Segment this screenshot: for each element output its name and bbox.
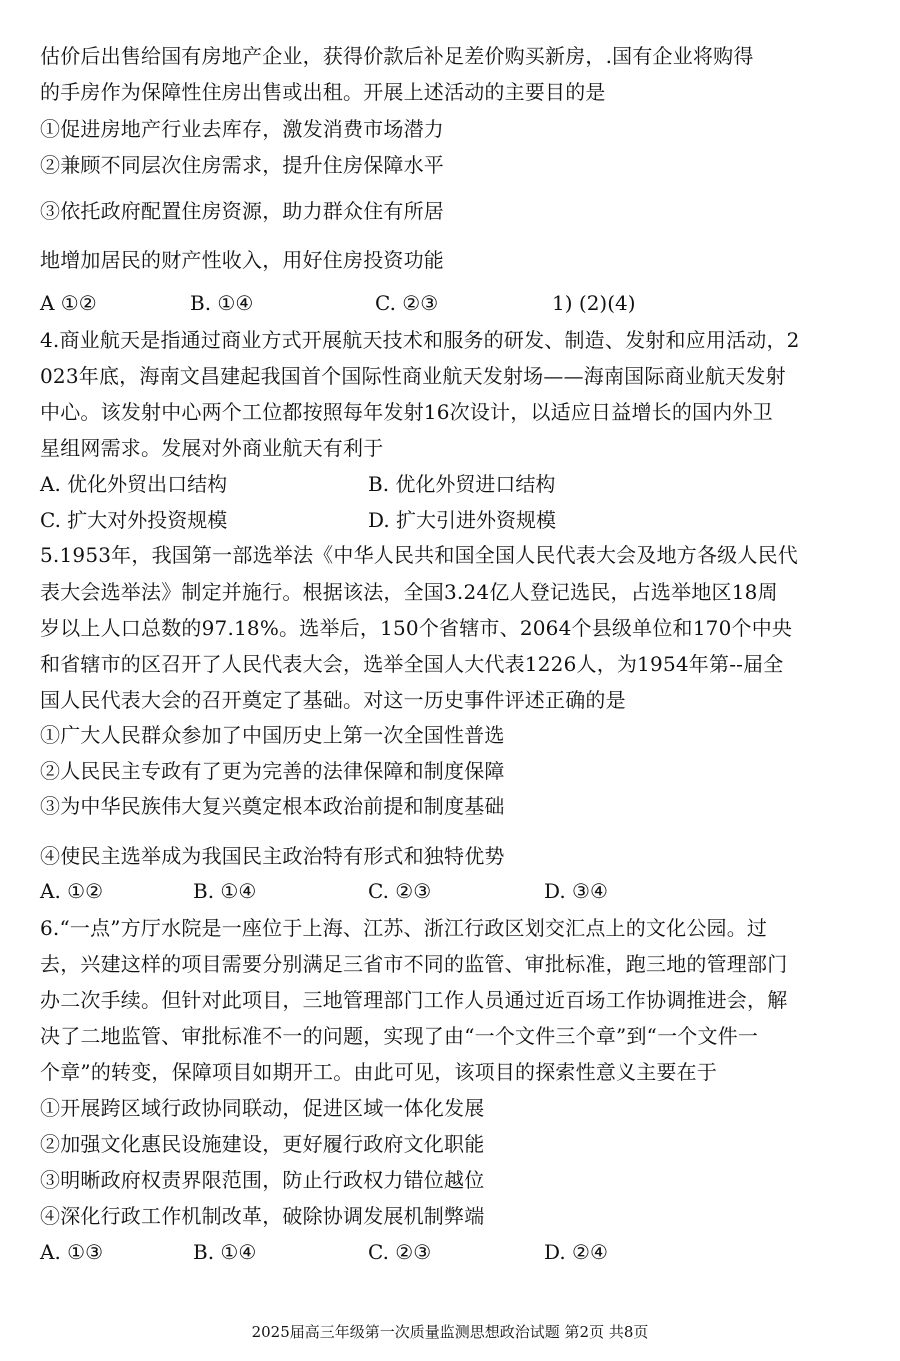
q5-statement-3: ③为中华民族伟大复兴奠定根本政治前提和制度基础 <box>40 794 505 818</box>
q6-stem-line-1: 6.“一点”方厅水院是一座位于上海、江苏、浙江行政区划交汇点上的文化公园。过 <box>40 916 768 940</box>
q4-options-row-2 <box>40 506 880 534</box>
q5-options <box>40 877 880 905</box>
q5-option-c: C. ②③ <box>368 879 432 903</box>
q5-stem-line-3: 岁以上人口总数的97.18%。选举后，150个省辖市、2064个县级单位和170个中央 <box>40 616 793 640</box>
q6-stem-line-4: 决了二地监管、审批标准不一的问题，实现了由“一个文件三个章”到“一个文件一 <box>40 1024 759 1048</box>
q4-option-c: C. 扩大对外投资规模 <box>40 508 228 532</box>
q5-stem-line-5: 国人民代表大会的召开奠定了基础。对这一历史事件评述正确的是 <box>40 688 626 712</box>
q3-option-a: A ①② <box>40 291 97 315</box>
q5-statement-2: ②人民民主专政有了更为完善的法律保障和制度保障 <box>40 759 505 783</box>
q4-stem-line-1: 4.商业航天是指通过商业方式开展航天技术和服务的研发、制造、发射和应用活动，2 <box>40 328 800 352</box>
q4-option-b: B. 优化外贸进口结构 <box>368 472 556 496</box>
q6-statement-4: ④深化行政工作机制改革，破除协调发展机制弊端 <box>40 1204 485 1228</box>
q6-option-b: B. ①④ <box>193 1240 257 1264</box>
q5-option-a: A. ①② <box>40 879 104 903</box>
q5-option-d: D. ③④ <box>544 879 608 903</box>
q4-option-a: A. 优化外贸出口结构 <box>40 472 228 496</box>
q6-option-c: C. ②③ <box>368 1240 432 1264</box>
q6-stem-line-3: 办二次手续。但针对此项目，三地管理部门工作人员通过近百场工作协调推进会，解 <box>40 988 788 1012</box>
q4-options-row-1 <box>40 470 880 498</box>
q6-statement-1: ①开展跨区域行政协同联动，促进区域一体化发展 <box>40 1096 485 1120</box>
page-footer: 2025届高三年级第一次质量监测思想政治试题 第2页 共8页 <box>251 1323 649 1341</box>
q5-option-b: B. ①④ <box>193 879 257 903</box>
q3-option-c: C. ②③ <box>375 291 439 315</box>
q4-stem-line-4: 星组网需求。发展对外商业航天有利于 <box>40 436 384 460</box>
q3-options <box>40 289 880 317</box>
q5-statement-4: ④使民主选举成为我国民主政治特有形式和独特优势 <box>40 844 505 868</box>
q4-stem-line-3: 中心。该发射中心两个工位都按照每年发射16次设计，以适应日益增长的国内外卫 <box>40 400 773 424</box>
q4-option-d: D. 扩大引进外资规模 <box>368 508 557 532</box>
q6-option-a: A. ①③ <box>40 1240 104 1264</box>
q3-option-b: B. ①④ <box>190 291 254 315</box>
q6-stem-line-5: 个章”的转变，保障项目如期开工。由此可见，该项目的探索性意义主要在于 <box>40 1060 718 1084</box>
q6-statement-3: ③明晰政府权责界限范围，防止行政权力错位越位 <box>40 1168 485 1192</box>
q4-stem-line-2: 023年底，海南文昌建起我国首个国际性商业航天发射场——海南国际商业航天发射 <box>40 364 786 388</box>
q6-statement-2: ②加强文化惠民设施建设，更好履行政府文化职能 <box>40 1132 485 1156</box>
q3-statement-3: ③依托政府配置住房资源，助力群众住有所居 <box>40 199 444 223</box>
q3-statement-4: 地增加居民的财产性收入，用好住房投资功能 <box>40 248 444 272</box>
q6-options <box>40 1238 880 1266</box>
q3-statement-2: ②兼顾不同层次住房需求，提升住房保障水平 <box>40 153 444 177</box>
q5-stem-line-4: 和省辖市的区召开了人民代表大会，选举全国人大代表1226人，为1954年第--届全 <box>40 652 784 676</box>
q5-stem-line-1: 5.1953年，我国第一部选举法《中华人民共和国全国人民代表大会及地方各级人民代 <box>40 543 798 567</box>
q3-statement-1: ①促进房地产行业去库存，激发消费市场潜力 <box>40 117 444 141</box>
q3-option-d: 1) (2)(4) <box>552 291 636 315</box>
q5-statement-1: ①广大人民群众参加了中国历史上第一次全国性普选 <box>40 723 505 747</box>
q6-option-d: D. ②④ <box>544 1240 608 1264</box>
q3-stem-line-1: 估价后出售给国有房地产企业，获得价款后补足差价购买新房，.国有企业将购得 <box>40 44 754 68</box>
q6-stem-line-2: 去，兴建这样的项目需要分别满足三省市不同的监管、审批标准，跑三地的管理部门 <box>40 952 788 976</box>
q3-stem-line-2: 的手房作为保障性住房出售或出租。开展上述活动的主要目的是 <box>40 80 606 104</box>
q5-stem-line-2: 表大会选举法》制定并施行。根据该法，全国3.24亿人登记选民，占选举地区18周 <box>40 580 778 604</box>
